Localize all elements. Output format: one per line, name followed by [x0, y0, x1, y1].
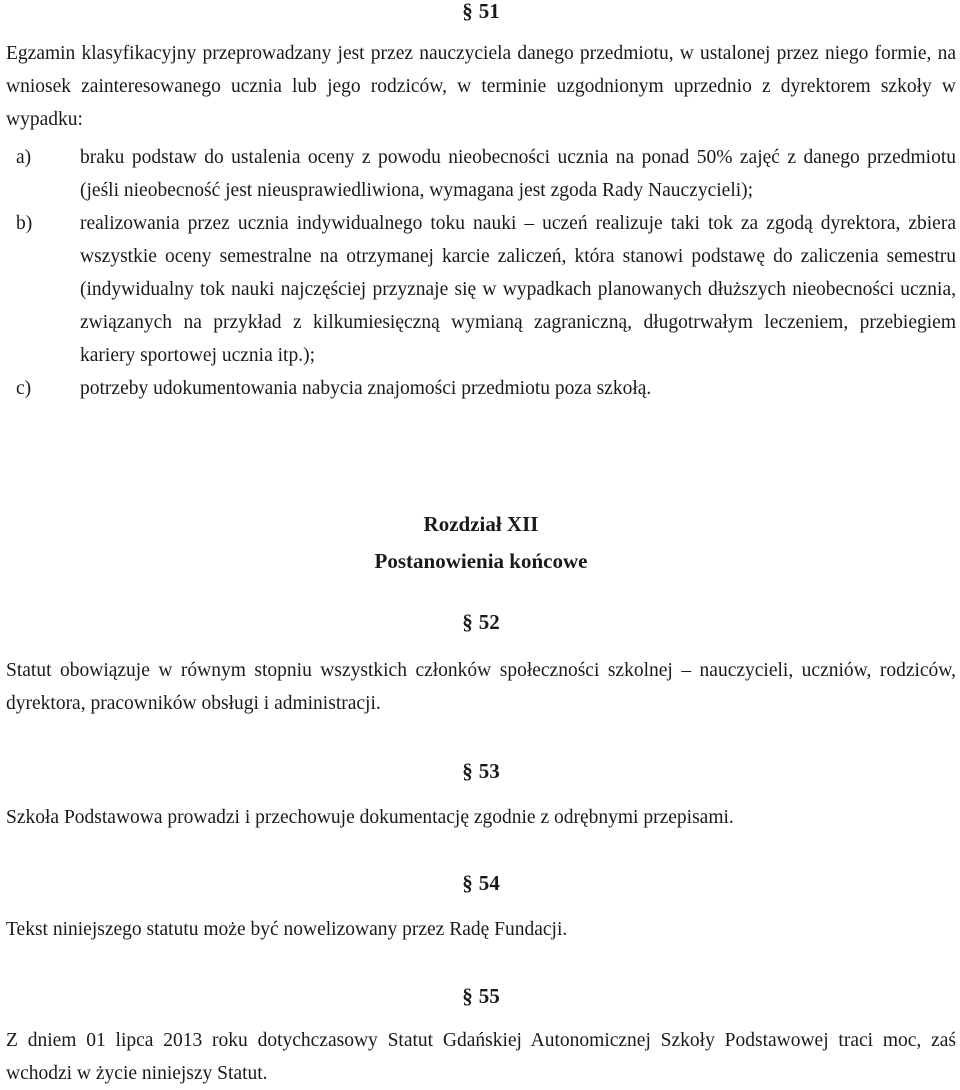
section-number: 52	[478, 610, 500, 634]
section-symbol: §	[462, 984, 473, 1008]
list-item-b	[6, 207, 956, 372]
section-51-heading	[6, 0, 956, 26]
section-53-heading	[6, 756, 956, 786]
section-53-text: Szkoła Podstawowa prowadzi i przechowuje dokumentację zgodnie z odrębnymi przepisami.	[6, 807, 734, 828]
section-54-text: Tekst niniejszego statutu może być nowelizowany przez Radę Fundacji.	[6, 919, 568, 940]
section-52-text: Statut obowiązuje w równym stopniu wszystkich członków społeczności szkolnej – nauczycieli, uczniów, rodziców, dyrektora, pracowników obsługi i administracji.	[6, 660, 956, 714]
list-marker: a)	[16, 147, 32, 168]
section-symbol: §	[462, 0, 473, 23]
section-number: 54	[478, 871, 500, 895]
list-marker: b)	[16, 213, 33, 234]
section-51-intro: Egzamin klasyfikacyjny przeprowadzany jest przez nauczyciela danego przedmiotu, w ustalonej przez niego formie, na wniosek zainteresowanego ucznia lub jego rodziców, w terminie uzgodnionym uprzednio z dyrektorem szkoły w wypadku:	[6, 43, 956, 130]
section-52-heading	[6, 607, 956, 637]
section-55-heading	[6, 981, 956, 1011]
section-number: 55	[478, 984, 500, 1008]
chapter-subtitle: Postanowienia końcowe	[374, 549, 588, 573]
section-54-heading	[6, 868, 956, 898]
section-symbol: §	[462, 759, 473, 783]
list-item-text: realizowania przez ucznia indywidualnego toku nauki – uczeń realizuje taki tok za zgodą dyrektora, zbiera wszystkie oceny semestralne na otrzymanej karcie zaliczeń, która stanowi podstawę do zaliczenia semestru (indywidualny tok nauki najczęściej przyznaje się w wypadkach planowanych dłuższych nieobecności ucznia, związanych na przykład z kilkumiesięczną wymianą zagraniczną, długotrwałym leczeniem, przebiegiem kariery sportowej ucznia itp.);	[80, 213, 956, 366]
list-item-text: braku podstaw do ustalenia oceny z powodu nieobecności ucznia na ponad 50% zajęć z danego przedmiotu (jeśli nieobecność jest nieusprawiedliwiona, wymagana jest zgoda Rady Nauczycieli);	[80, 147, 956, 201]
list-item-a	[6, 141, 956, 207]
section-number: 51	[478, 0, 500, 23]
chapter-title: Rozdział XII	[423, 512, 539, 536]
section-symbol: §	[462, 871, 473, 895]
section-number: 53	[478, 759, 500, 783]
list-marker: c)	[16, 378, 32, 399]
list-item-c	[6, 372, 956, 405]
list-item-text: potrzeby udokumentowania nabycia znajomości przedmiotu poza szkołą.	[80, 378, 652, 399]
section-51-list	[6, 141, 956, 405]
section-55-text: Z dniem 01 lipca 2013 roku dotychczasowy Statut Gdańskiej Autonomicznej Szkoły Podstawowej traci moc, zaś wchodzi w życie niniejszy Statut.	[6, 1030, 956, 1084]
section-symbol: §	[462, 610, 473, 634]
